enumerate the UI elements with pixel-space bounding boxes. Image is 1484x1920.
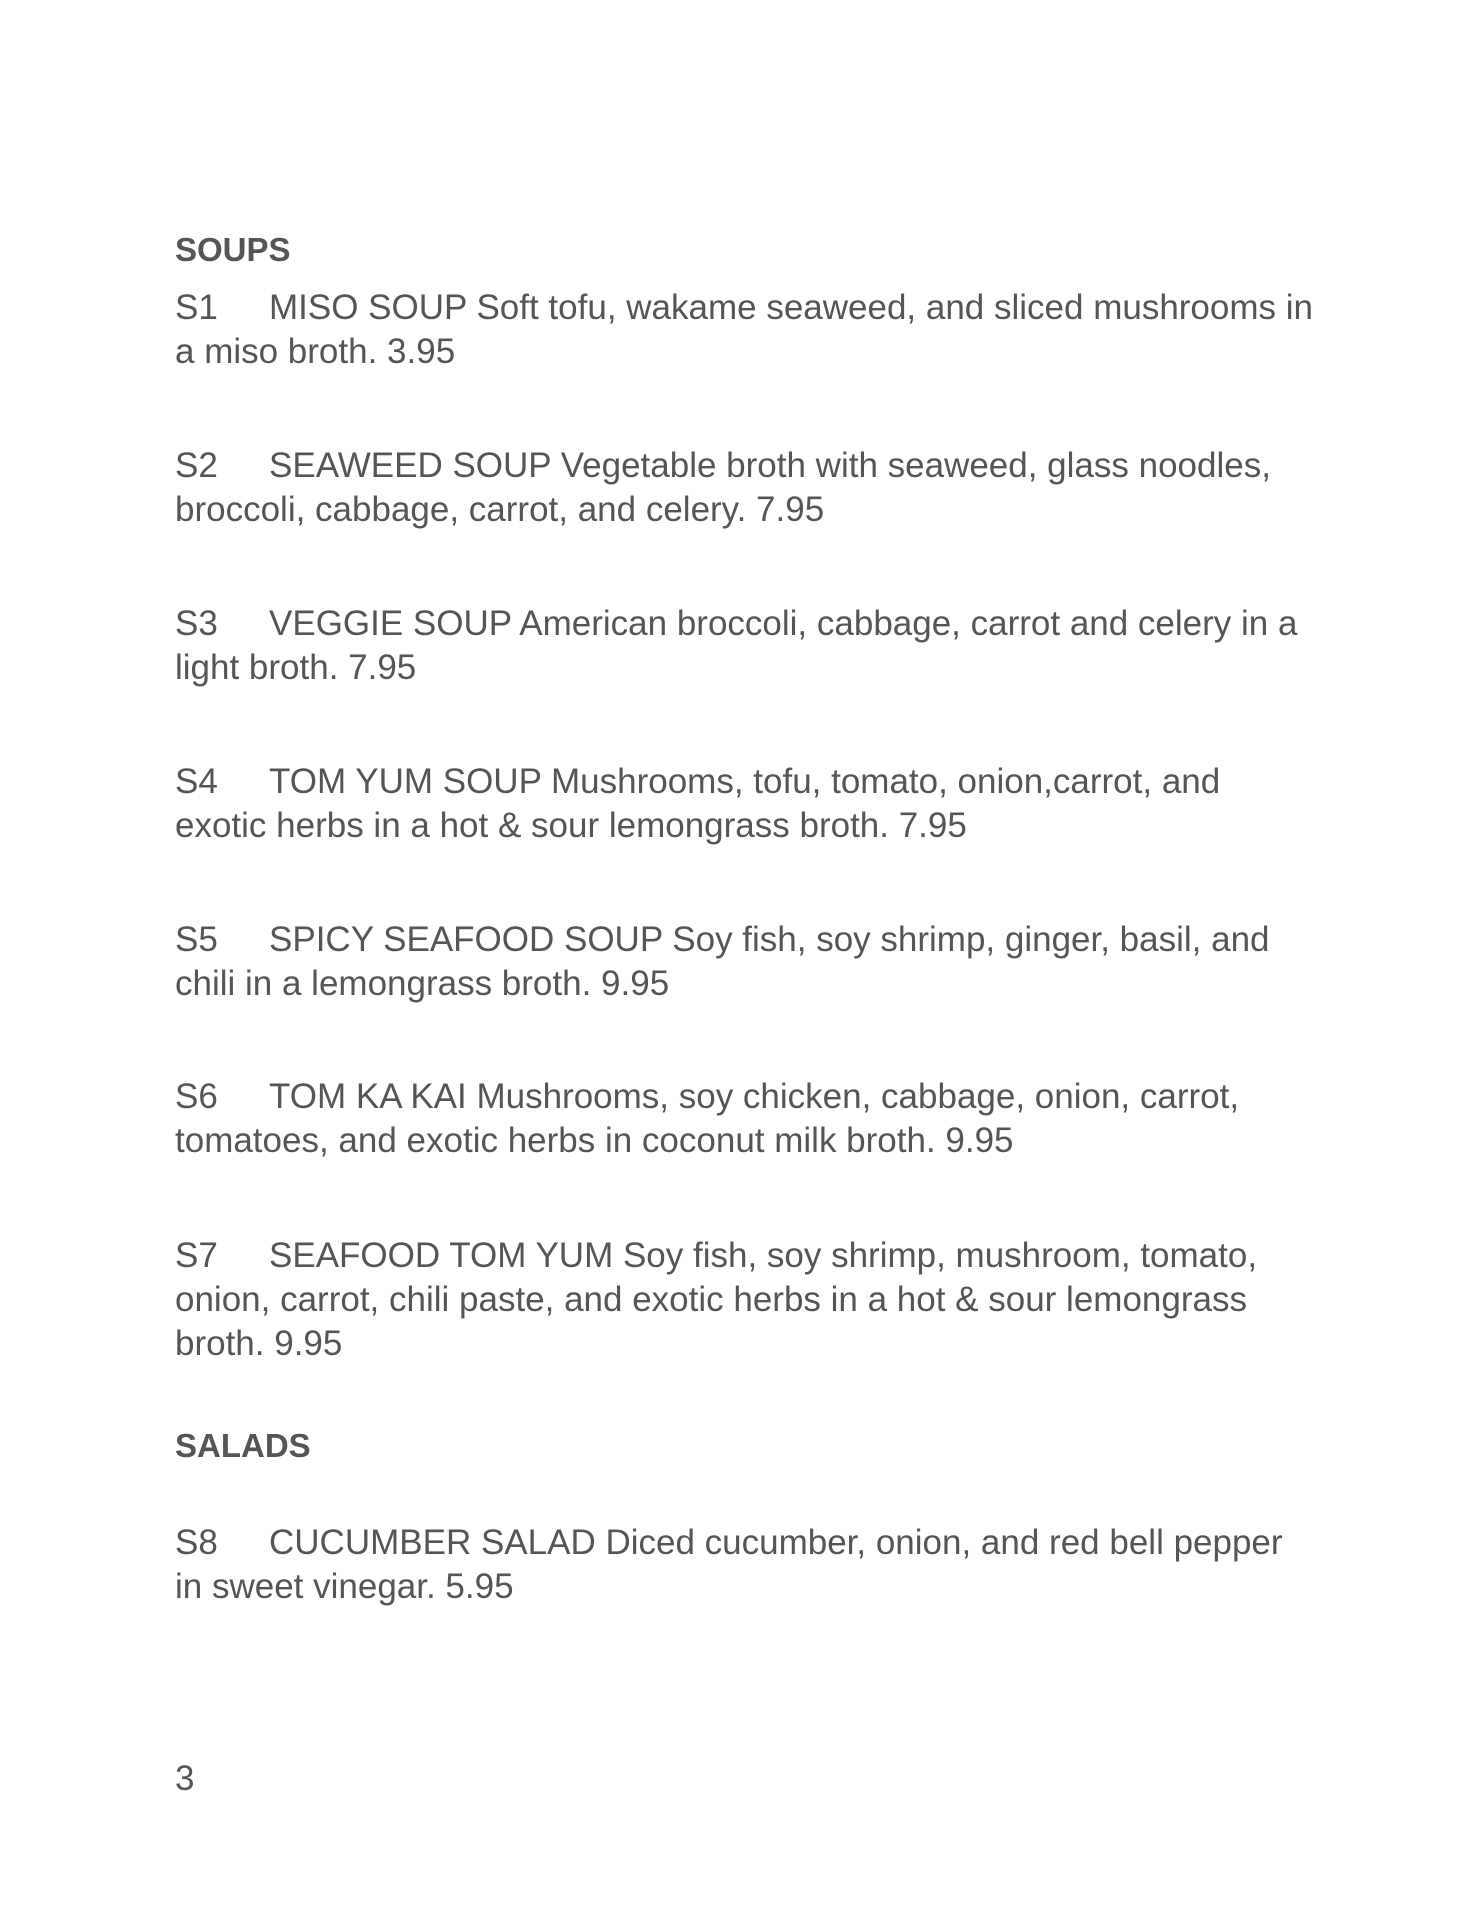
item-code: S2 [175,446,218,485]
item-description: VEGGIE SOUP American broccoli, cabbage, carrot and celery in a light broth. 7.95 [175,604,1298,687]
section-heading-salads: SALADS [175,1427,311,1464]
item-code: S8 [175,1523,218,1562]
item-code: S5 [175,920,218,959]
item-description: SEAFOOD TOM YUM Soy fish, soy shrimp, mushroom, tomato, onion, carrot, chili paste, and exotic herbs in a hot & sour lemongrass broth. 9.95 [175,1236,1258,1363]
menu-item-s4 [175,760,1315,848]
item-description: SPICY SEAFOOD SOUP Soy fish, soy shrimp, ginger, basil, and chili in a lemongrass broth. 9.95 [175,920,1270,1003]
item-description: CUCUMBER SALAD Diced cucumber, onion, and red bell pepper in sweet vinegar. 5.95 [175,1523,1283,1606]
item-code: S1 [175,288,218,327]
item-code: S3 [175,604,218,643]
item-description: MISO SOUP Soft tofu, wakame seaweed, and sliced mushrooms in a miso broth. 3.95 [175,288,1313,371]
menu-item-s3 [175,602,1315,690]
item-description: TOM YUM SOUP Mushrooms, tofu, tomato, onion,carrot, and exotic herbs in a hot & sour lemongrass broth. 7.95 [175,762,1221,845]
item-code: S4 [175,762,218,801]
section-heading-soups: SOUPS [175,231,291,268]
menu-item-s2 [175,444,1315,532]
menu-item-s6 [175,1075,1315,1163]
item-code: S7 [175,1236,218,1275]
menu-item-s7 [175,1234,1315,1366]
menu-item-s5 [175,918,1315,1006]
item-description: TOM KA KAI Mushrooms, soy chicken, cabbage, onion, carrot, tomatoes, and exotic herbs in coconut milk broth. 9.95 [175,1077,1240,1160]
page-number: 3 [175,1759,195,1798]
menu-item-s1 [175,286,1315,374]
menu-item-s8 [175,1521,1315,1609]
item-code: S6 [175,1077,218,1116]
item-description: SEAWEED SOUP Vegetable broth with seaweed, glass noodles, broccoli, cabbage, carrot, and celery. 7.95 [175,446,1271,529]
